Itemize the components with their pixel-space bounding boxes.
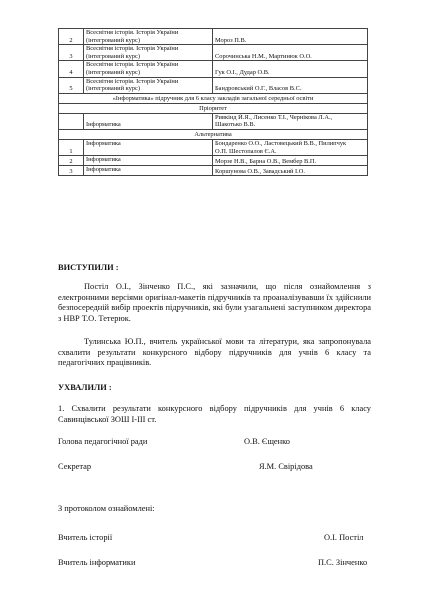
history-teacher-role: Вчитель історії xyxy=(58,533,113,542)
row-number: 5 xyxy=(59,77,84,93)
resolved-item: 1. Схвалити результати конкурсного відбору підручників для учнів 6 класу Савинцівської ЗОШ І-ІІІ ст. xyxy=(58,404,371,424)
spoke-heading: ВИСТУПИЛИ : xyxy=(58,263,119,272)
secretary-name: Я.М. Свірідова xyxy=(259,462,313,471)
resolved-heading: УХВАЛИЛИ : xyxy=(58,383,112,392)
subject-cell: Інформатика xyxy=(84,156,213,166)
authors-cell: Коршунова О.В., Завадський І.О. xyxy=(213,166,368,176)
spoke-paragraph-1: Постіл О.І., Зінченко П.С., які зазначили, що після ознайомлення з електронними версіями оригінал-макетів підручників та проаналізувавши їх здійснили безпосередній вибір проектів підручників, які були узагальнені заступником директора з НВР Т.О. Тетерюк. xyxy=(58,282,371,323)
alternative-label: Альтернатива xyxy=(59,129,368,139)
section-title: «Інформатика» підручник для 6 класу закладів загальної середньої освіти xyxy=(59,93,368,103)
spoke-paragraph-2: Тулинська Ю.П., вчитель української мови та літератури, яка запропонувала схвалити результати конкурсного відбору підручників для учнів 6 класу та педагогічних працівників. xyxy=(58,337,371,368)
table-row xyxy=(59,61,368,77)
history-teacher-name: О.І. Постіл xyxy=(324,533,364,542)
table-row xyxy=(59,156,368,166)
row-number: 2 xyxy=(59,29,84,45)
chair-role: Голова педагогічної ради xyxy=(58,437,148,446)
authors-cell: Бондаренко О.О., Ластовецький В.В., Пилипчук О.П. Шестопалов Є.А. xyxy=(213,139,368,155)
alternative-label-row xyxy=(59,129,368,139)
priority-label-row xyxy=(59,103,368,113)
authors-cell: Морзе Н.В., Барна О.В., Вембер В.П. xyxy=(213,156,368,166)
table-row xyxy=(59,45,368,61)
priority-label: Пріоритет xyxy=(59,103,368,113)
table-row xyxy=(59,29,368,45)
subject-cell: Всесвітня історія. Історія України (інтегрований курс) xyxy=(84,77,213,93)
row-number: 2 xyxy=(59,156,84,166)
priority-row xyxy=(59,113,368,129)
row-number: 3 xyxy=(59,45,84,61)
subject-cell: Інформатика xyxy=(84,113,213,129)
row-number: 4 xyxy=(59,61,84,77)
secretary-role: Секретар xyxy=(58,462,92,471)
authors-cell: Сорочинська Н.М., Мартинюк О.О. xyxy=(213,45,368,61)
it-teacher-name: П.С. Зінченко xyxy=(318,558,368,567)
table-row xyxy=(59,77,368,93)
subject-cell: Інформатика xyxy=(84,139,213,155)
section-title-row xyxy=(59,93,368,103)
authors-cell: Мороз П.В. xyxy=(213,29,368,45)
chair-name: О.В. Єщенко xyxy=(244,437,290,446)
subject-cell: Інформатика xyxy=(84,166,213,176)
authors-cell: Гук О.І., Дудар О.В. xyxy=(213,61,368,77)
table-row xyxy=(59,166,368,176)
authors-cell: Бандровський О.Г., Власов В.С. xyxy=(213,77,368,93)
acquainted-heading: З протоколом ознайомлені: xyxy=(58,504,155,513)
subject-cell: Всесвітня історія. Історія України (інтегрований курс) xyxy=(84,61,213,77)
subject-cell: Всесвітня історія. Історія України (інтегрований курс) xyxy=(84,45,213,61)
row-number: 3 xyxy=(59,166,84,176)
it-teacher-role: Вчитель інформатики xyxy=(58,558,136,567)
textbook-table xyxy=(58,28,368,176)
table-row xyxy=(59,139,368,155)
authors-cell: Ривкінд Й.Я., Лисенко Т.І., Чернікова Л.А., Шакотько В.В. xyxy=(213,113,368,129)
row-number: 1 xyxy=(59,139,84,155)
subject-cell: Всесвітня історія. Історія України (інтегрований курс) xyxy=(84,29,213,45)
